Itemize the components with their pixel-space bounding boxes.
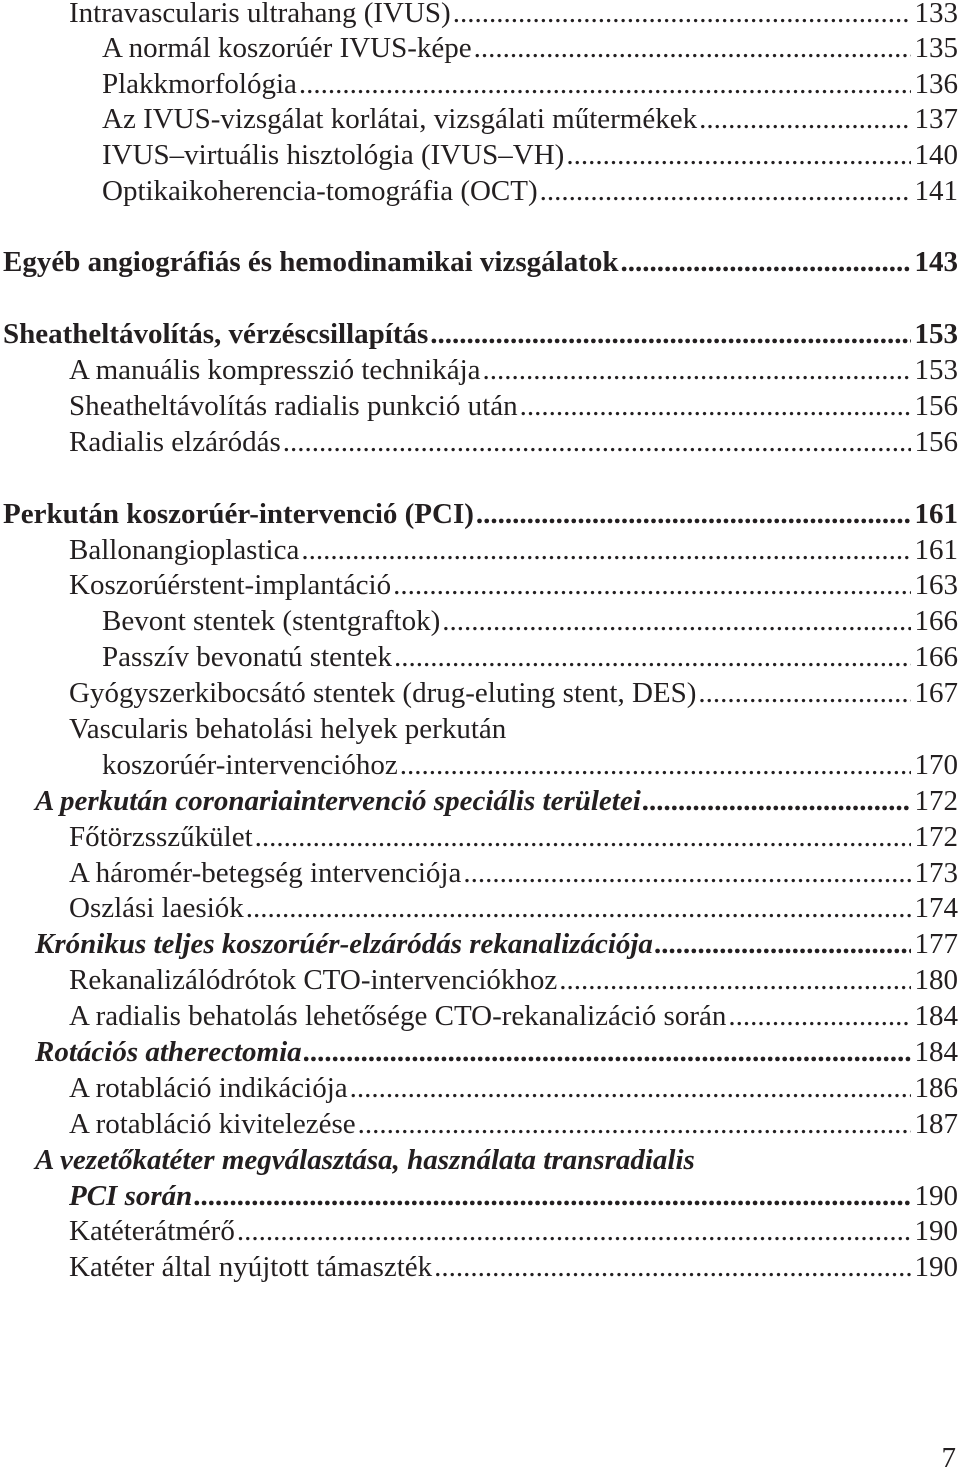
toc-entry: Passzív bevonatú stentek ..... 166 <box>102 639 958 675</box>
toc-entry: Optikaikoherencia-tomográfia (OCT) ..... 141 <box>102 173 958 209</box>
toc-entry: Radialis elzáródás ..... 156 <box>69 424 958 460</box>
toc-entry: Ballonangioplastica ..... 161 <box>69 532 958 568</box>
toc-entry: Sheatheltávolítás radialis punkció után ..... 156 <box>69 388 958 424</box>
toc-entry: A manuális kompresszió technikája ..... 153 <box>69 352 958 388</box>
toc-chapter: Perkután koszorúér-intervenció (PCI) ..... 161 <box>3 496 958 532</box>
page-number: 7 <box>941 1442 956 1474</box>
toc-entry: Intravascularis ultrahang (IVUS) ..... 133 <box>69 0 958 31</box>
toc-entry: Bevont stentek (stentgraftok) ..... 166 <box>102 603 958 639</box>
toc-entry: A radialis behatolás lehetősége CTO-rekanalizáció során ..... 184 <box>69 998 958 1034</box>
toc-entry: A rotabláció indikációja ..... 186 <box>69 1070 958 1106</box>
toc-entry: Katéterátmérő ..... 190 <box>69 1213 958 1249</box>
toc-section-first-line: A vezetőkatéter megválasztása, használata transradialis <box>35 1144 695 1176</box>
toc-entry: A rotabláció kivitelezése ..... 187 <box>69 1106 958 1142</box>
toc-section: A perkután coronariaintervenció speciális területei ..... 172 <box>35 783 958 819</box>
toc-section: Krónikus teljes koszorúér-elzáródás rekanalizációja ..... 177 <box>35 926 958 962</box>
toc-entry: IVUS–virtuális hisztológia (IVUS–VH) ..... 140 <box>102 137 958 173</box>
toc-section: PCI során ..... 190 <box>69 1178 958 1214</box>
toc-entry: Katéter által nyújtott támaszték ..... 190 <box>69 1249 958 1285</box>
toc-entry: Rekanalizálódrótok CTO-intervenciókhoz ..... 180 <box>69 962 958 998</box>
toc-entry: A normál koszorúér IVUS-képe ..... 135 <box>102 30 958 66</box>
toc-entry-first-line: Vascularis behatolási helyek perkután <box>69 713 507 745</box>
toc-entry: Koszorúérstent-implantáció ..... 163 <box>69 567 958 603</box>
toc-chapter: Egyéb angiográfiás és hemodinamikai vizsgálatok ..... 143 <box>3 244 958 280</box>
toc-chapter: Sheatheltávolítás, vérzéscsillapítás ..... 153 <box>3 316 958 352</box>
toc-entry: Az IVUS-vizsgálat korlátai, vizsgálati műtermékek ..... 137 <box>102 101 958 137</box>
toc-entry: Oszlási laesiók ..... 174 <box>69 890 958 926</box>
toc-entry: Gyógyszerkibocsátó stentek (drug-eluting stent, DES) ..... 167 <box>69 675 958 711</box>
toc-entry: A háromér-betegség intervenciója ..... 173 <box>69 855 958 891</box>
toc-entry: Főtörzsszűkület ..... 172 <box>69 819 958 855</box>
toc-section: Rotációs atherectomia ..... 184 <box>35 1034 958 1070</box>
toc-entry: Plakkmorfológia ..... 136 <box>102 66 958 102</box>
toc-entry: koszorúér-intervencióhoz ..... 170 <box>102 747 958 783</box>
